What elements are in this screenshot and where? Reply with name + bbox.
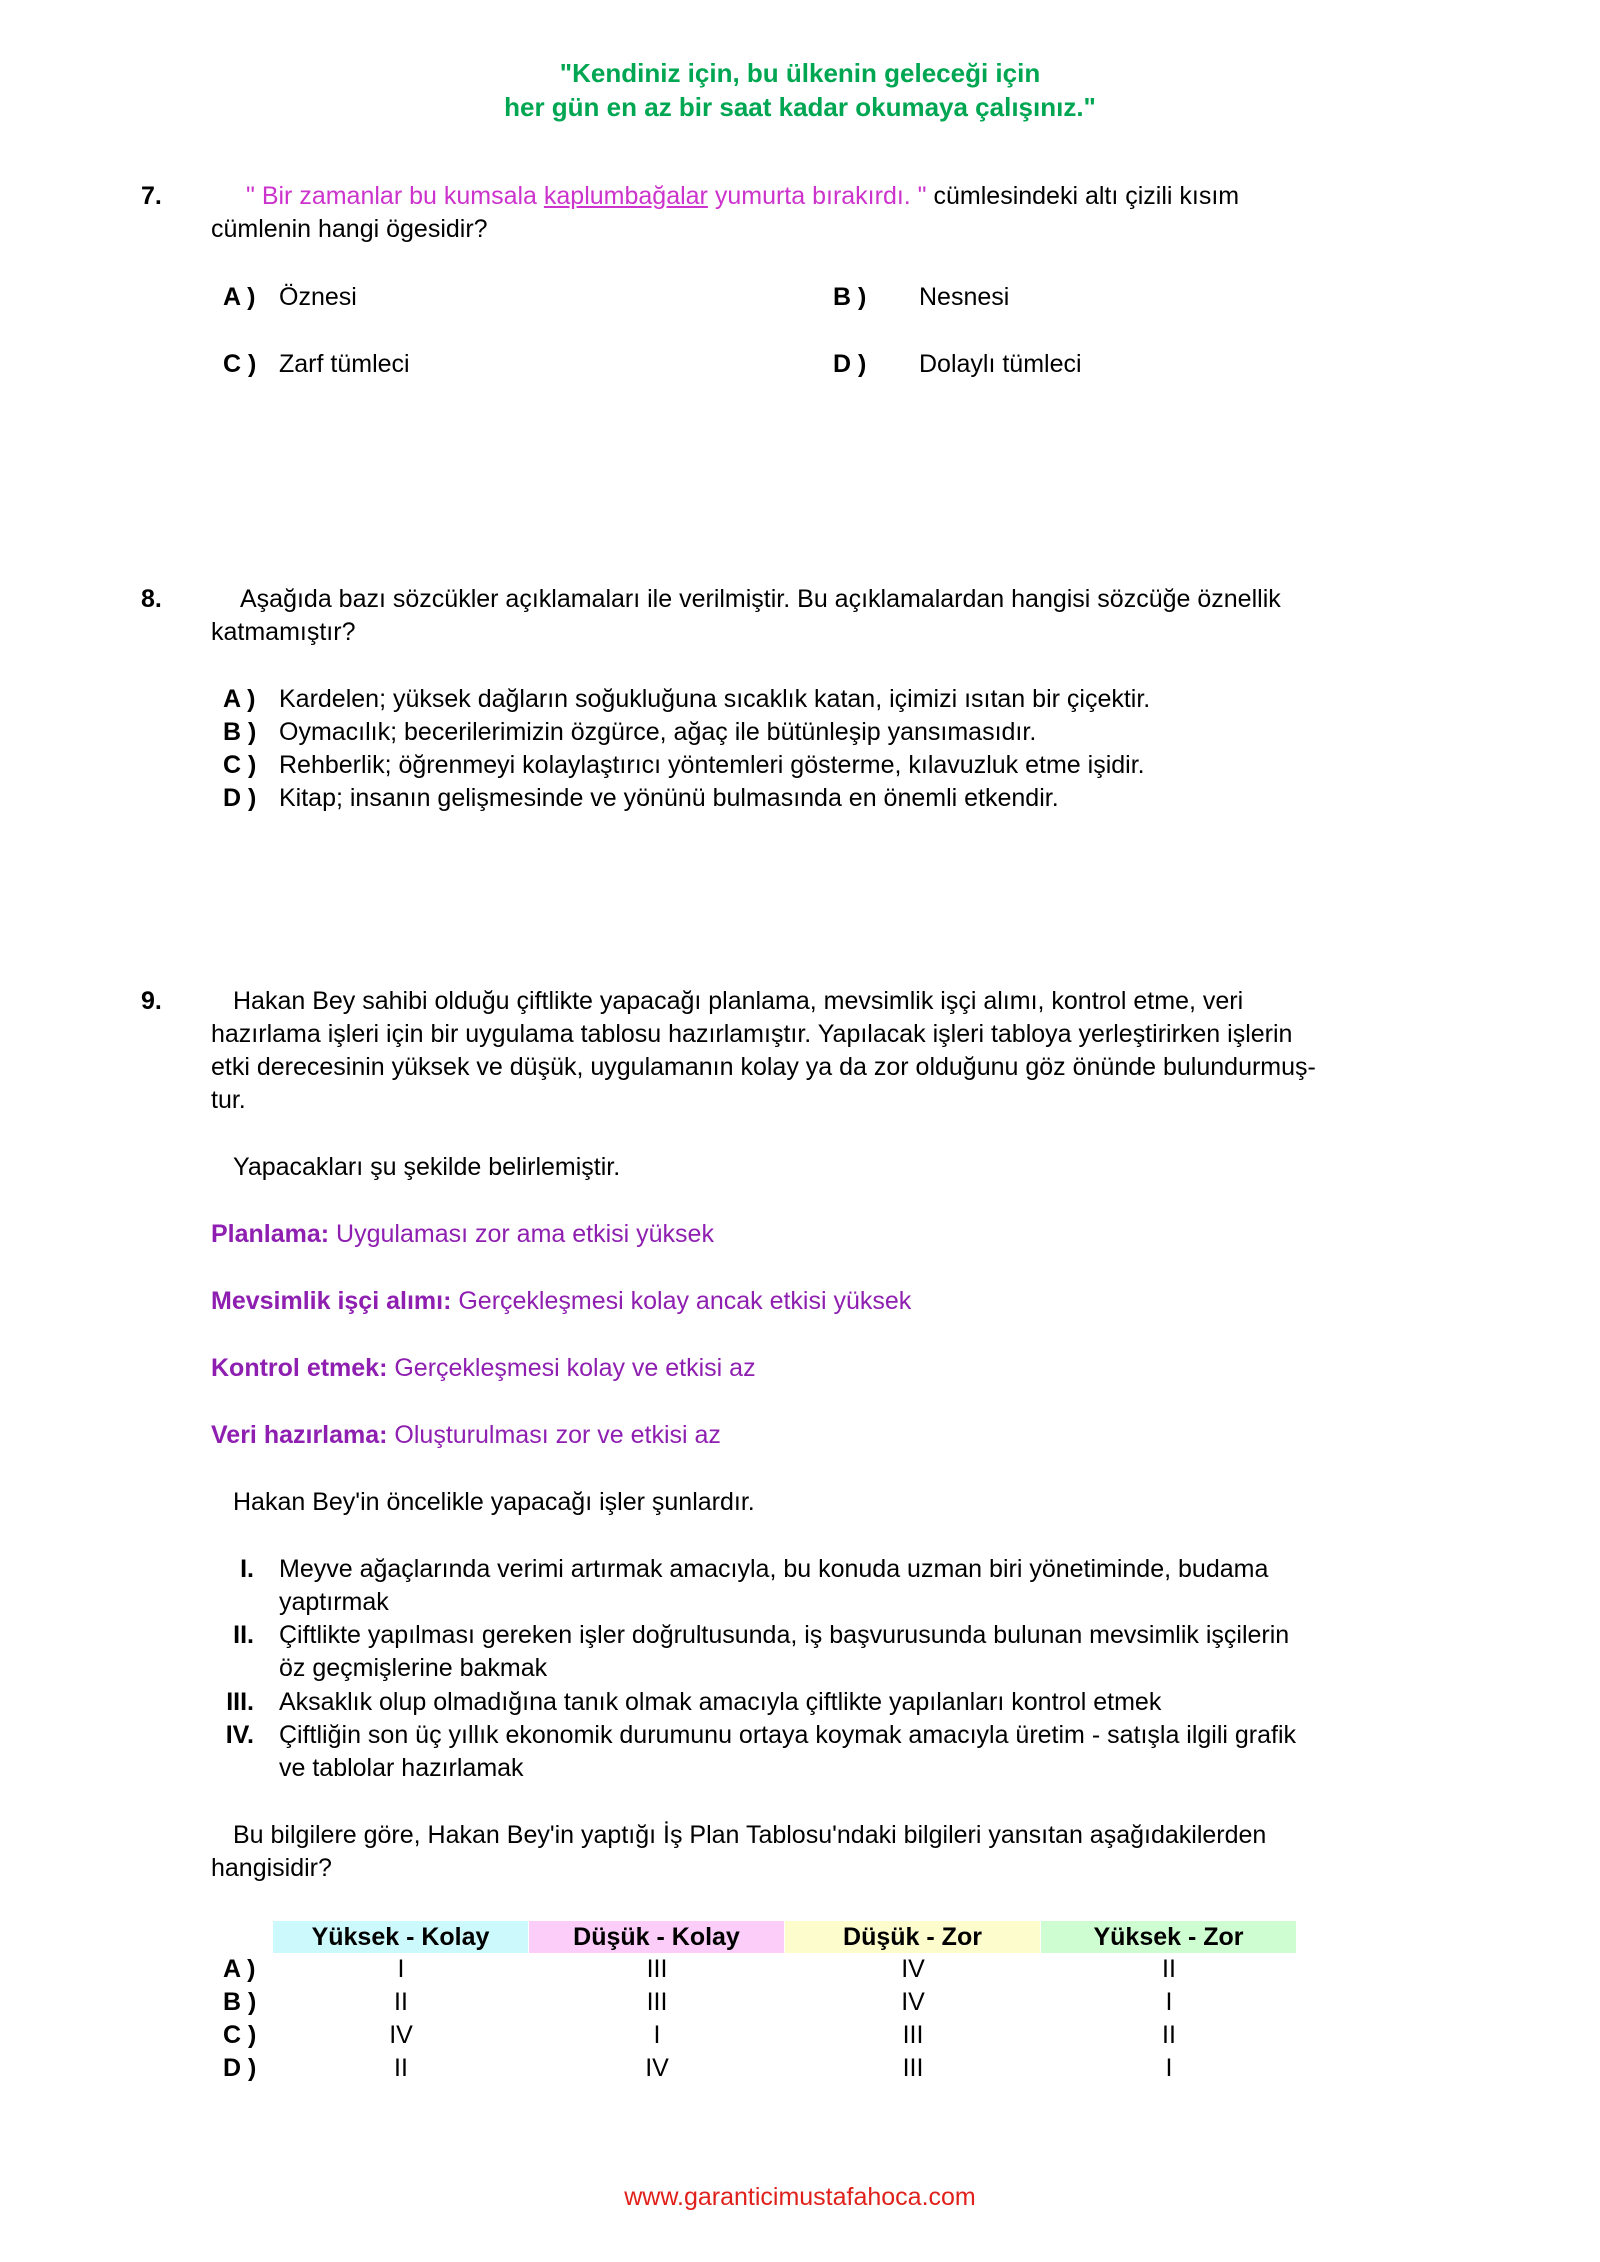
table-cell: III [646,1955,668,1983]
question-9-number: 9. [141,987,162,1015]
q9-intro-line-2: hazırlama işleri için bir uygulama tablosu hazırlamıştır. Yapılacak işleri tabloya yerleştirirken işlerin [211,1020,1293,1048]
q9-item-kontrol: Kontrol etmek: Gerçekleşmesi kolay ve etkisi az [211,1354,756,1382]
q8-option-c-text[interactable]: Rehberlik; öğrenmeyi kolaylaştırıcı yöntemleri gösterme, kılavuzluk etme işidir. [279,751,1145,779]
table-cell: III [902,2021,924,2049]
question-7-line-1: " Bir zamanlar bu kumsala kaplumbağalar yumurta bırakırdı. " cümlesindeki altı çizili kısım [246,182,1240,210]
question-8-number: 8. [141,585,162,613]
q8-option-d-text[interactable]: Kitap; insanın gelişmesinde ve yönünü bulmasında en önemli etkendir. [279,784,1059,812]
question-7-quote: " Bir zamanlar bu kumsala kaplumbağalar yumurta bırakırdı. " [246,182,927,210]
q8-option-a-letter: A ) [223,685,256,713]
table-cell: II [394,1988,408,2016]
question-7-number: 7. [141,182,162,210]
q9-question-line-2: hangisidir? [211,1854,332,1882]
q7-option-c-letter: C ) [223,350,257,378]
q7-option-d-letter: D ) [833,350,867,378]
q9-item-mevsimlik: Mevsimlik işçi alımı: Gerçekleşmesi kolay ancak etkisi yüksek [211,1287,912,1315]
table-header-yuksek-zor: Yüksek - Zor [1041,1921,1296,1953]
task-1-line-1: Meyve ağaçlarında verimi artırmak amacıyla, bu konuda uzman biri yönetiminde, budama [279,1555,1269,1583]
table-cell: III [902,2054,924,2082]
footer-url[interactable]: www.garanticimustafahoca.com [624,2183,976,2211]
table-cell: I [397,1955,405,1983]
q9-intro-line-3: etki derecesinin yüksek ve düşük, uygulamanın kolay ya da zor olduğunu göz önünde bulundurmuş- [211,1053,1316,1081]
q9-intro-line-1: Hakan Bey sahibi olduğu çiftlikte yapacağı planlama, mevsimlik işçi alımı, kontrol etme, veri [233,987,1244,1015]
q8-option-b-letter: B ) [223,718,257,746]
table-cell: IV [389,2021,413,2049]
question-8-line-2: katmamıştır? [211,618,356,646]
table-header-dusuk-zor: Düşük - Zor [785,1921,1040,1953]
table-cell: I [1165,1988,1173,2016]
task-3-line-1: Aksaklık olup olmadığına tanık olmak amacıyla çiftlikte yapılanları kontrol etmek [279,1688,1162,1716]
q9-determined: Yapacakları şu şekilde belirlemiştir. [233,1153,621,1181]
task-4-line-1: Çiftliğin son üç yıllık ekonomik durumunu ortaya koymak amacıyla üretim - satışla ilgili grafik [279,1721,1297,1749]
task-1-roman: I. [240,1555,254,1583]
q8-option-a-text[interactable]: Kardelen; yüksek dağların soğukluğuna sıcaklık katan, içimizi ısıtan bir çiçektir. [279,685,1151,713]
table-row-d-letter[interactable]: D ) [223,2054,257,2082]
task-4-roman: IV. [225,1721,254,1749]
task-3-roman: III. [226,1688,254,1716]
question-8-line-1: Aşağıda bazı sözcükler açıklamaları ile verilmiştir. Bu açıklamalardan hangisi sözcüğe öznellik [240,585,1281,613]
task-2-line-2: öz geçmişlerine bakmak [279,1654,548,1682]
table-cell: I [653,2021,661,2049]
table-cell: II [394,2054,408,2082]
task-4-line-2: ve tablolar hazırlamak [279,1754,524,1782]
task-2-roman: II. [233,1621,254,1649]
q9-question-line-1: Bu bilgilere göre, Hakan Bey'in yaptığı İş Plan Tablosu'ndaki bilgileri yansıtan aşağıdakilerden [233,1821,1267,1849]
q9-item-planlama: Planlama: Uygulaması zor ama etkisi yüksek [211,1220,714,1248]
table-row-a-letter[interactable]: A ) [223,1955,256,1983]
q7-option-b-text[interactable]: Nesnesi [919,283,1010,311]
q7-option-a-text[interactable]: Öznesi [279,283,357,311]
table-header-dusuk-kolay: Düşük - Kolay [529,1921,784,1953]
q7-option-a-letter: A ) [223,283,256,311]
table-row-c-letter[interactable]: C ) [223,2021,257,2049]
underlined-word: kaplumbağalar [543,182,708,210]
table-cell: III [646,1988,668,2016]
table-cell: II [1162,2021,1176,2049]
table-header-yuksek-kolay: Yüksek - Kolay [273,1921,528,1953]
q9-priority: Hakan Bey'in öncelikle yapacağı işler şunlardır. [233,1488,755,1516]
q8-option-b-text[interactable]: Oymacılık; becerilerimizin özgürce, ağaç ile bütünleşip yansımasıdır. [279,718,1037,746]
header-line-1: "Kendiniz için, bu ülkenin geleceği için [559,58,1041,88]
q9-intro-line-4: tur. [211,1086,246,1114]
question-7-line-2: cümlenin hangi ögesidir? [211,215,488,243]
header-line-2: her gün en az bir saat kadar okumaya çalışınız." [504,92,1096,122]
q8-option-d-letter: D ) [223,784,257,812]
table-cell: I [1165,2054,1173,2082]
table-row-b-letter[interactable]: B ) [223,1988,257,2016]
q9-item-veri: Veri hazırlama: Oluşturulması zor ve etkisi az [211,1421,721,1449]
q7-option-b-letter: B ) [833,283,867,311]
table-cell: IV [901,1988,925,2016]
q7-option-c-text[interactable]: Zarf tümleci [279,350,410,378]
table-cell: IV [901,1955,925,1983]
table-cell: IV [645,2054,669,2082]
table-cell: II [1162,1955,1176,1983]
task-2-line-1: Çiftlikte yapılması gereken işler doğrultusunda, iş başvurusunda bulunan mevsimlik işçilerin [279,1621,1290,1649]
q8-option-c-letter: C ) [223,751,257,779]
task-1-line-2: yaptırmak [279,1588,389,1616]
q7-option-d-text[interactable]: Dolaylı tümleci [919,350,1082,378]
